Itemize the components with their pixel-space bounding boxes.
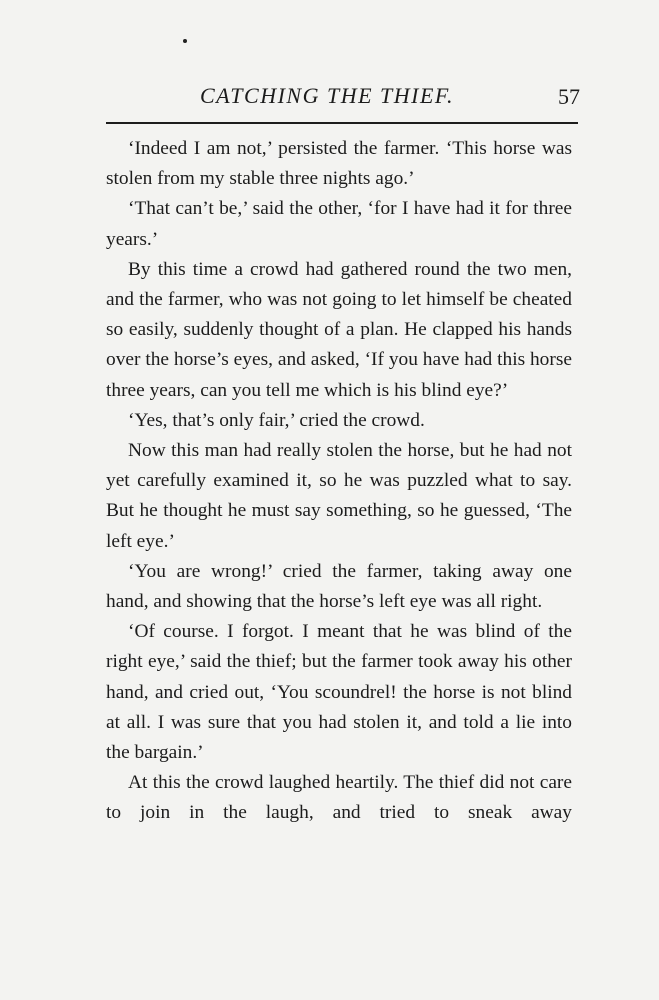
paragraph: Now this man had really stolen the horse, but he had not yet carefully examined it, so he was puzzled what to say. But he thought he must say something, so he guessed, ‘The left eye.’ bbox=[106, 440, 572, 552]
print-speck bbox=[183, 39, 187, 43]
paragraph: By this time a crowd had gathered round the two men, and the farmer, who was not going to let himself be cheated so easily, suddenly thought of a plan. He clapped his hands over the horse’s eyes, and asked, ‘If you have had this horse three years, can you tell me which is his blind eye?’ bbox=[106, 258, 572, 401]
paragraph: ‘Yes, that’s only fair,’ cried the crowd. bbox=[128, 409, 425, 431]
paragraph: ‘That can’t be,’ said the other, ‘for I have had it for three years.’ bbox=[106, 198, 572, 250]
page-number: 57 bbox=[558, 84, 580, 109]
header-rule bbox=[106, 122, 578, 124]
paragraph: ‘You are wrong!’ cried the farmer, taking away one hand, and showing that the horse’s left eye was all right. bbox=[106, 560, 572, 613]
paragraph: ‘Of course. I forgot. I meant that he was blind of the right eye,’ said the thief; but the farmer took away his other hand, and cried out, ‘You scoundrel! the horse is not blind at all. I was sure that you had stolen it, and told a lie into the bargain.’ bbox=[106, 621, 572, 764]
body-text bbox=[106, 134, 572, 829]
paragraph: At this the crowd laughed heartily. The thief did not care to join in the laugh, and tried to sneak away bbox=[106, 772, 572, 824]
paragraph: ‘Indeed I am not,’ persisted the farmer. ‘This horse was stolen from my stable three nights ago.’ bbox=[106, 138, 572, 190]
page-header bbox=[100, 80, 580, 114]
running-title: CATCHING THE THIEF. bbox=[200, 83, 455, 108]
